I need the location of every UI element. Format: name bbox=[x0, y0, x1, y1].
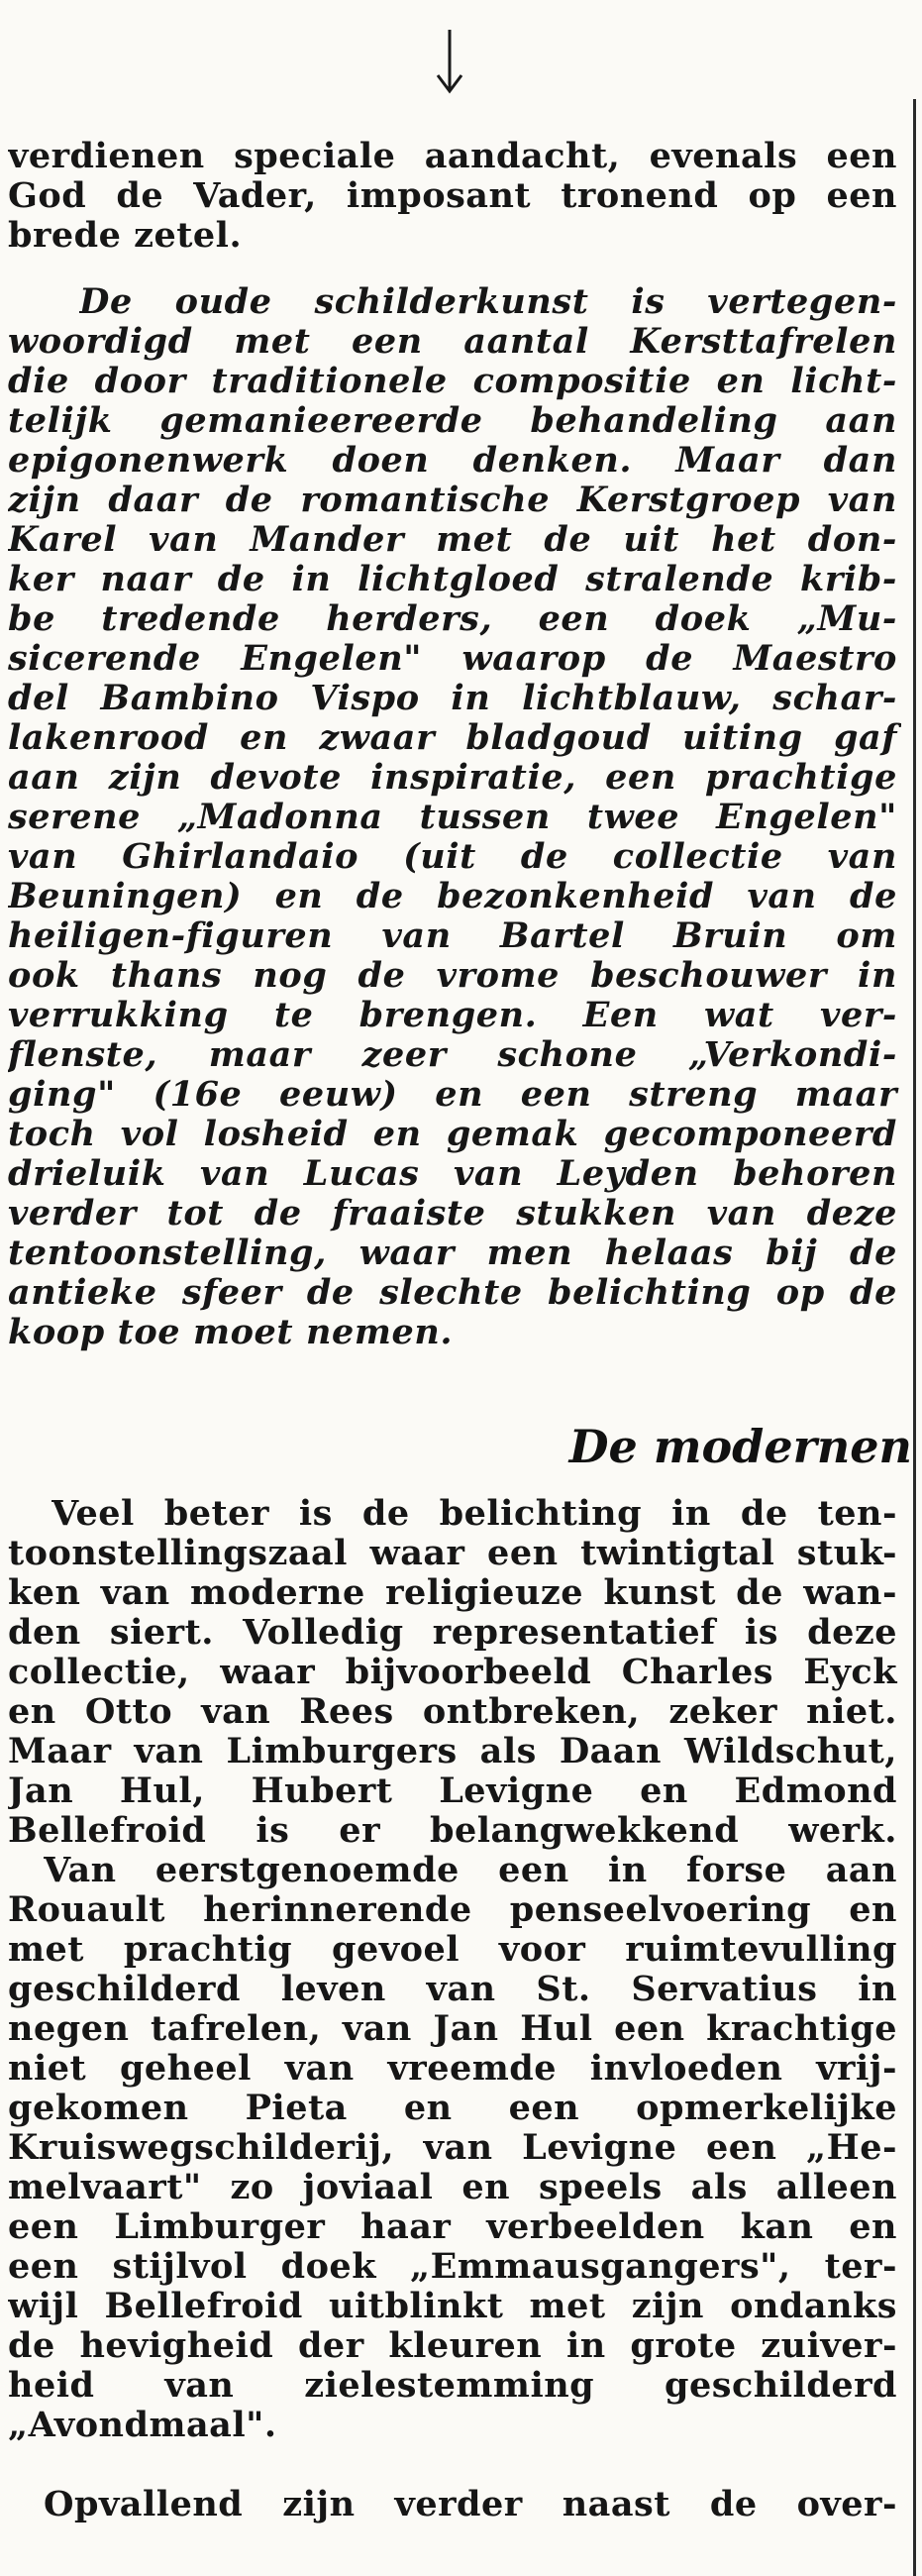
text-line: de hevigheid der kleuren in grote zuiver- bbox=[8, 2326, 897, 2366]
text-line: ken van moderne religieuze kunst de wan- bbox=[8, 1573, 897, 1613]
text-line: Bellefroid is er belangwekkend werk. bbox=[8, 1811, 897, 1851]
text-line: serene „Madonna tussen twee Engelen" bbox=[8, 798, 897, 837]
text-line: ging" (16e eeuw) en een streng maar bbox=[8, 1075, 897, 1115]
text-line: ker naar de in lichtgloed stralende krib- bbox=[8, 560, 897, 599]
text-line: van Ghirlandaio (uit de collectie van bbox=[8, 837, 897, 877]
text-line: collectie, waar bijvoorbeeld Charles Eyck bbox=[8, 1653, 897, 1692]
text-line: melvaart" zo joviaal en speels als alleen bbox=[8, 2168, 897, 2207]
text-line: brede zetel. bbox=[8, 216, 243, 256]
text-line: aan zijn devote inspiratie, een prachtige bbox=[8, 758, 897, 798]
text-line: niet geheel van vreemde invloeden vrij- bbox=[8, 2049, 897, 2089]
text-line: telijk gemanieereerde behandeling aan bbox=[8, 401, 897, 441]
text-line: die door traditionele compositie en licht- bbox=[8, 362, 897, 401]
text-line: God de Vader, imposant tronend op een bbox=[8, 176, 897, 216]
text-line: koop toe moet nemen. bbox=[8, 1313, 454, 1352]
text-line: sicerende Engelen" waarop de Maestro bbox=[8, 639, 897, 679]
text-line: „Avondmaal". bbox=[8, 2406, 277, 2445]
text-line: De oude schilderkunst is vertegen- bbox=[79, 282, 897, 322]
text-line: Rouault herinnerende penseelvoering en bbox=[8, 1890, 897, 1930]
text-line: met prachtig gevoel voor ruimtevulling bbox=[8, 1930, 897, 1970]
text-line: een Limburger haar verbeelden kan en bbox=[8, 2207, 897, 2247]
text-line: Karel van Mander met de uit het don- bbox=[8, 520, 897, 560]
text-line: woordigd met een aantal Kersttafrelen bbox=[8, 322, 897, 362]
text-line: verder tot de fraaiste stukken van deze bbox=[8, 1194, 897, 1234]
text-line: lakenrood en zwaar bladgoud uiting gaf bbox=[8, 718, 897, 758]
text-line: heiligen-figuren van Bartel Bruin om bbox=[8, 916, 897, 956]
text-line: Beuningen) en de bezonkenheid van de bbox=[8, 877, 897, 916]
text-line: geschilderd leven van St. Servatius in bbox=[8, 1970, 897, 2009]
text-line: verdienen speciale aandacht, evenals een bbox=[8, 137, 897, 176]
text-line: Veel beter is de belichting in de ten- bbox=[51, 1494, 897, 1534]
text-line: epigonenwerk doen denken. Maar dan bbox=[8, 441, 897, 481]
text-line: Jan Hul, Hubert Levigne en Edmond bbox=[8, 1771, 897, 1811]
text-line: Maar van Limburgers als Daan Wildschut, bbox=[8, 1732, 897, 1771]
text-line: negen tafrelen, van Jan Hul een krachtige bbox=[8, 2009, 897, 2049]
text-line: Van eerstgenoemde een in forse aan bbox=[44, 1851, 897, 1890]
text-line: en Otto van Rees ontbreken, zeker niet. bbox=[8, 1692, 897, 1732]
text-line: flenste, maar zeer schone „Verkondi- bbox=[8, 1035, 897, 1075]
text-line: Kruiswegschilderij, van Levigne een „He- bbox=[8, 2128, 897, 2168]
text-line: tentoonstelling, waar men helaas bij de bbox=[8, 1234, 897, 1273]
text-line: toonstellingszaal waar een twintigtal stuk- bbox=[8, 1534, 897, 1573]
text-line: drieluik van Lucas van Leyden behoren bbox=[8, 1154, 897, 1194]
text-line: een stijlvol doek „Emmausgangers", ter- bbox=[8, 2247, 897, 2287]
column-rule bbox=[913, 99, 916, 2576]
text-line: verrukking te brengen. Een wat ver- bbox=[8, 996, 897, 1035]
text-line: ook thans nog de vrome beschouwer in bbox=[8, 956, 897, 996]
text-line: be tredende herders, een doek „Mu- bbox=[8, 599, 897, 639]
text-line: den siert. Volledig representatief is deze bbox=[8, 1613, 897, 1653]
text-line: Opvallend zijn verder naast de over- bbox=[44, 2485, 897, 2524]
arrow-down-icon bbox=[430, 28, 469, 97]
text-line: toch vol losheid en gemak gecomponeerd bbox=[8, 1115, 897, 1154]
text-line: heid van zielestemming geschilderd bbox=[8, 2366, 897, 2406]
section-heading: De modernen bbox=[568, 1420, 912, 1473]
text-line: del Bambino Vispo in lichtblauw, schar- bbox=[8, 679, 897, 718]
text-line: gekomen Pieta en een opmerkelijke bbox=[8, 2089, 897, 2128]
text-line: wijl Bellefroid uitblinkt met zijn ondanks bbox=[8, 2287, 897, 2326]
text-line: zijn daar de romantische Kerstgroep van bbox=[8, 481, 897, 520]
text-line: antieke sfeer de slechte belichting op de bbox=[8, 1273, 897, 1313]
